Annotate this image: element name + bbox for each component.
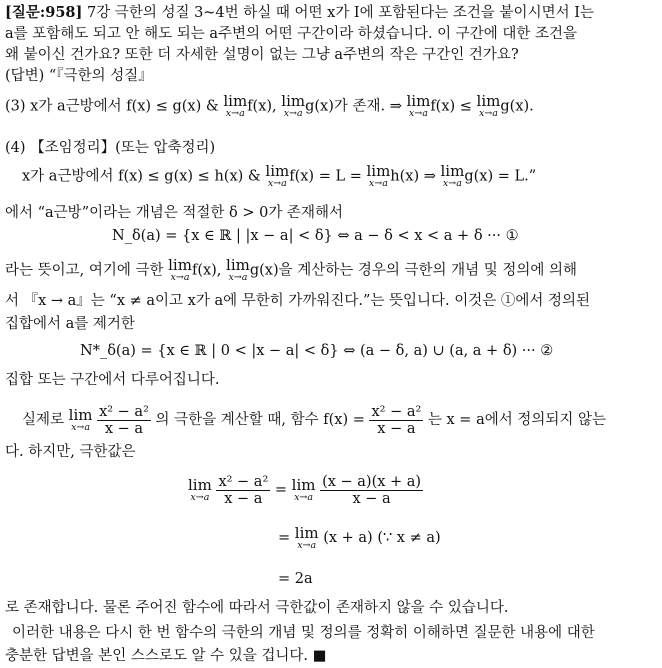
limit-operator: lim x→a <box>406 92 431 119</box>
fraction: $\frac{(x - a)(x + a)}{x - a}$ <box>322 473 422 507</box>
answer-label: (답변) “『극한의 성질』 <box>5 68 153 84</box>
meaning-line-1: 라는 뜻이고, 여기에 극한 lim x→a f(x), lim x→a g(x)을 계산하는 경우의 극한의 개념 및 정의에 의해 <box>5 256 578 283</box>
limit-operator: lim x→a <box>168 256 192 283</box>
limit-operator: lim x→a <box>281 92 306 119</box>
fraction: $\frac{\text{x² − a²}}{x - a}$ <box>218 473 269 507</box>
question-line-2: a를 포함해도 되고 안 해도 되는 a주변의 어떤 구간이라 하셨습니다. 이 구간에 대한 조건을 <box>5 26 578 42</box>
neighborhood-intro: 에서 “a근방”이라는 개념은 적절한 δ > 0가 존재해서 <box>5 205 343 221</box>
neighborhood-definition: N_δ(a) = {x ∈ ℝ | |x − a| < δ} ⇔ a − δ < x < a + δ ··· ① <box>112 228 519 244</box>
example-line-1: 실제로 lim x→a $\frac{\text{x² − a²}}{x - a}$ 의 극한을 계산할 때, 함수 f(x) = $\frac{\text{x² − a²}}{x - a}$ 는 x = a에서 정의되지 않는 <box>22 403 606 437</box>
deleted-neighborhood-definition: N*_δ(a) = {x ∈ ℝ | 0 < |x − a| < δ} ⇔ (a − δ, a) ∪ (a, a + δ) ··· ② <box>80 343 554 359</box>
limit-operator: lim x→a <box>291 475 316 503</box>
limit-operator: lim x→a <box>294 523 319 551</box>
property-4-title: (4) 【조임정리】(또는 압축정리) <box>5 140 216 156</box>
limit-operator: lim x→a <box>68 405 93 433</box>
limit-operator: lim x→a <box>223 92 248 119</box>
property-3-line: (3) x가 a근방에서 f(x) ≤ g(x) & lim x→a f(x), lim x→a g(x)가 존재. ⇒ lim x→a f(x) ≤ lim x→a g(x). <box>5 92 534 119</box>
derivation-row-3: = 2a <box>278 571 313 587</box>
limit-operator: lim x→a <box>226 256 250 283</box>
closing-line-1: 이러한 내용은 다시 한 번 함수의 극한의 개념 및 정의를 정확히 이해하면 질문한 내용에 대한 <box>12 625 595 641</box>
meaning-line-3: 집합에서 a를 제거한 <box>5 316 135 332</box>
question-tag: [질문:958] <box>5 4 83 21</box>
closing-line-2: 충분한 답변을 본인 스스로도 알 수 있을 겁니다. ■ <box>5 648 327 664</box>
fraction: $\frac{\text{x² − a²}}{x - a}$ <box>371 403 422 437</box>
squeeze-theorem-line: x가 a근방에서 f(x) ≤ g(x) ≤ h(x) & lim x→a f(x) = L = lim x→a h(x) ⇒ lim x→a g(x) = L.” <box>22 162 537 189</box>
existence-line: 로 존재합니다. 물론 주어진 함수에 따라서 극한값이 존재하지 않을 수 있습니다. <box>5 600 509 616</box>
question-text-1: 7강 극한의 성질 3~4번 하실 때 어떤 x가 I에 포함된다는 조건을 붙이시면서 I는 <box>82 5 594 21</box>
derivation-row-1: lim x→a $\frac{\text{x² − a²}}{x - a}$ = lim x→a $\frac{(x - a)(x + a)}{x - a}$ <box>188 473 422 507</box>
interval-line: 집합 또는 구간에서 다루어집니다. <box>5 372 220 388</box>
meaning-line-2: 서 『x → a』는 “x ≠ a이고 x가 a에 무한히 가까워진다.”는 뜻입니다. 이것은 ①에서 정의된 <box>5 293 591 309</box>
fraction: $\frac{\text{x² − a²}}{x - a}$ <box>99 403 149 437</box>
example-line-2: 다. 하지만, 극한값은 <box>5 444 136 460</box>
question-line-3: 왜 붙이신 건가요? 또한 더 자세한 설명이 없는 그냥 a주변의 작은 구간인 건가요? <box>5 47 519 63</box>
property-3-hypothesis: (3) x가 a근방에서 f(x) ≤ g(x) & <box>5 98 224 115</box>
limit-operator: lim x→a <box>366 162 391 189</box>
limit-operator: lim x→a <box>476 92 501 119</box>
question-line-1 <box>5 3 594 23</box>
limit-operator: lim x→a <box>188 475 212 503</box>
limit-operator: lim x→a <box>265 162 290 189</box>
limit-operator: lim x→a <box>440 162 465 189</box>
derivation-row-2: = lim x→a (x + a) (∵ x ≠ a) <box>278 523 441 551</box>
